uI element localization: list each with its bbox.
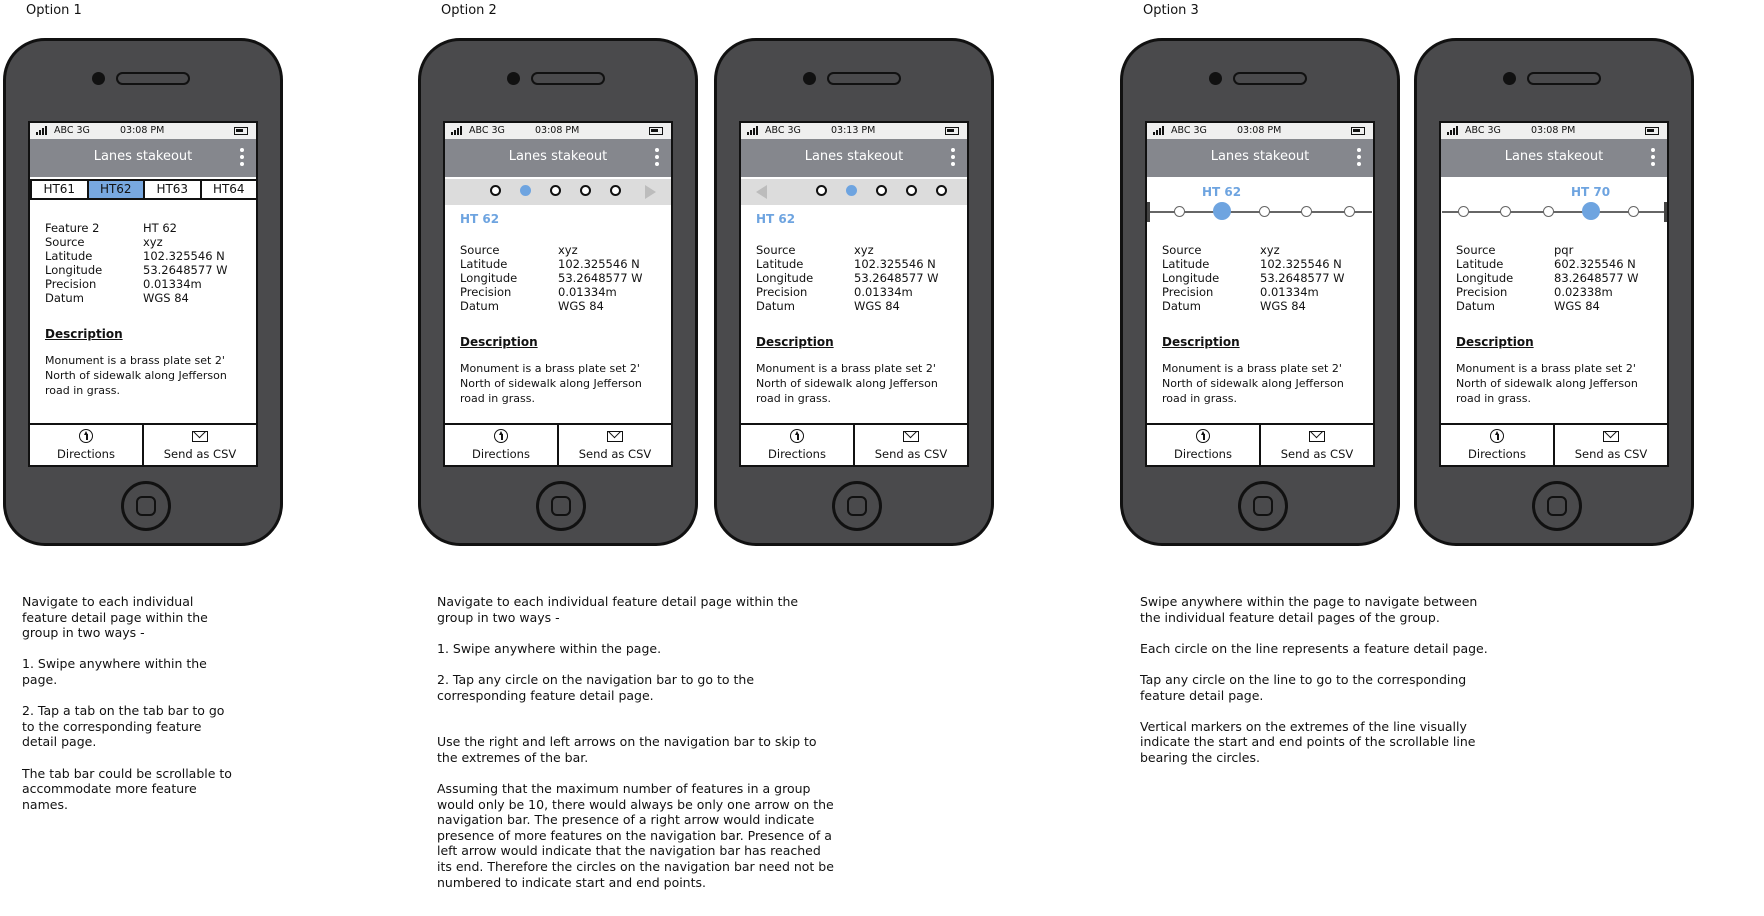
detail-key: Longitude: [460, 271, 518, 285]
detail-row: [45, 249, 251, 263]
mail-icon: [1603, 431, 1619, 442]
note-paragraph: The tab bar could be scrollable to accommodate more feature names.: [22, 765, 232, 812]
signal-icon: [1447, 126, 1458, 135]
mail-icon: [1309, 431, 1325, 442]
timeline-circle[interactable]: [1259, 206, 1270, 217]
navigation-bar: [741, 179, 967, 205]
option-3-notes: [1140, 594, 1495, 781]
status-time: 03:08 PM: [1237, 125, 1282, 136]
app-title: Lanes stakeout: [93, 149, 193, 164]
timeline-circle[interactable]: [1458, 206, 1469, 217]
signal-icon: [36, 126, 47, 135]
detail-row: [460, 257, 666, 271]
battery-icon: [1645, 127, 1659, 135]
phone-screen: [443, 121, 673, 467]
home-button: [1532, 481, 1582, 531]
detail-row: [1162, 299, 1368, 313]
nav-circle[interactable]: [610, 185, 621, 196]
end-marker: [1664, 202, 1667, 222]
overflow-menu-icon[interactable]: [240, 148, 244, 166]
carrier-label: ABC 3G: [54, 125, 90, 136]
detail-key: Precision: [460, 285, 512, 299]
send-csv-button[interactable]: [1553, 425, 1667, 465]
detail-value: 0.01334m: [854, 285, 913, 299]
timeline-circle[interactable]: [1543, 206, 1554, 217]
detail-value: 0.02338m: [1554, 285, 1613, 299]
detail-row: [460, 285, 666, 299]
mail-icon: [192, 431, 208, 442]
overflow-menu-icon[interactable]: [1357, 148, 1361, 166]
send-csv-button[interactable]: [853, 425, 967, 465]
phone-option-2-b: [714, 38, 994, 546]
mail-icon: [607, 431, 623, 442]
detail-row: [460, 243, 666, 257]
status-time: 03:13 PM: [831, 125, 876, 136]
action-bar: [741, 423, 967, 465]
phone-screen: [739, 121, 969, 467]
detail-key: Source: [45, 235, 85, 249]
carrier-label: ABC 3G: [765, 125, 801, 136]
timeline-circle[interactable]: [1174, 206, 1185, 217]
detail-key: Longitude: [1162, 271, 1220, 285]
timeline-circle[interactable]: [1213, 202, 1231, 220]
directions-label: Directions: [1174, 447, 1232, 461]
detail-row: [756, 271, 962, 285]
detail-key: Longitude: [1456, 271, 1514, 285]
feature-tab-bar: [30, 179, 256, 200]
overflow-menu-icon[interactable]: [1651, 148, 1655, 166]
description-text: Monument is a brass plate set 2' North of sidewalk along Jefferson road in grass.: [756, 362, 938, 405]
phone-screen: [1439, 121, 1669, 467]
detail-key: Precision: [756, 285, 808, 299]
detail-key: Latitude: [460, 257, 508, 271]
speaker-slot: [1233, 72, 1307, 85]
nav-circle[interactable]: [490, 185, 501, 196]
detail-row: [45, 277, 251, 291]
status-time: 03:08 PM: [120, 125, 165, 136]
speaker-slot: [116, 72, 190, 85]
detail-value: 0.01334m: [1260, 285, 1319, 299]
detail-value: 53.2648577 W: [558, 271, 643, 285]
detail-key: Source: [1162, 243, 1202, 257]
detail-value: 83.2648577 W: [1554, 271, 1639, 285]
note-paragraph: Vertical markers on the extremes of the line visually indicate the start and end points of the scrollable line bearing the circles.: [1140, 718, 1476, 765]
nav-circle[interactable]: [520, 185, 531, 196]
start-marker: [1147, 202, 1150, 222]
detail-key: Precision: [1456, 285, 1508, 299]
detail-row: [45, 291, 251, 305]
directions-button[interactable]: [1441, 425, 1553, 465]
send-csv-button[interactable]: [557, 425, 671, 465]
note-paragraph: 2. Tap any circle on the navigation bar to go to the corresponding feature detail page.: [437, 671, 755, 703]
speaker-slot: [827, 72, 901, 85]
detail-value: 53.2648577 W: [854, 271, 939, 285]
detail-row: [1456, 299, 1662, 313]
tab-ht61[interactable]: HT61: [30, 179, 89, 200]
detail-row: [1456, 257, 1662, 271]
detail-value: 0.01334m: [143, 277, 202, 291]
tab-ht62[interactable]: HT62: [87, 179, 146, 200]
app-title: Lanes stakeout: [804, 149, 904, 164]
note-paragraph: Tap any circle on the line to go to the corresponding feature detail page.: [1140, 671, 1467, 703]
detail-value: xyz: [143, 235, 163, 249]
description-title: Description: [1456, 335, 1534, 349]
camera-dot: [1503, 72, 1516, 85]
detail-value: 102.325546 N: [558, 257, 640, 271]
phone-option-1: [3, 38, 283, 546]
detail-key: Datum: [1162, 299, 1201, 313]
feature-details: [756, 243, 962, 313]
feature-heading: HT 62: [1201, 185, 1242, 199]
phone-option-3-b: [1414, 38, 1694, 546]
left-arrow-icon[interactable]: [756, 185, 767, 199]
carrier-label: ABC 3G: [1171, 125, 1207, 136]
directions-icon: [494, 429, 508, 443]
detail-key: Datum: [756, 299, 795, 313]
nav-circle[interactable]: [580, 185, 591, 196]
description-text: Monument is a brass plate set 2' North of sidewalk along Jefferson road in grass.: [1162, 362, 1344, 405]
battery-icon: [945, 127, 959, 135]
detail-key: Longitude: [45, 263, 103, 277]
phone-screen: [1145, 121, 1375, 467]
detail-row: [1162, 271, 1368, 285]
detail-row: [45, 263, 251, 277]
option-1-notes: [22, 594, 240, 828]
nav-circle[interactable]: [550, 185, 561, 196]
description-title: Description: [45, 327, 123, 341]
feature-details: [1162, 243, 1368, 313]
note-paragraph: Navigate to each individual feature detail page within the group in two ways -: [437, 594, 799, 625]
camera-dot: [507, 72, 520, 85]
detail-value: 53.2648577 W: [1260, 271, 1345, 285]
feature-details: [1456, 243, 1662, 313]
camera-dot: [803, 72, 816, 85]
detail-value: WGS 84: [558, 299, 604, 313]
option-1-label: Option 1: [26, 3, 82, 18]
detail-value: 53.2648577 W: [143, 263, 228, 277]
detail-key: Precision: [45, 277, 97, 291]
phone-option-3-a: [1120, 38, 1400, 546]
detail-key: Datum: [1456, 299, 1495, 313]
directions-icon: [790, 429, 804, 443]
status-bar: [741, 123, 967, 139]
directions-button[interactable]: [30, 425, 142, 465]
action-bar: [1147, 423, 1373, 465]
signal-icon: [451, 126, 462, 135]
timeline-circle[interactable]: [1500, 206, 1511, 217]
carrier-label: ABC 3G: [1465, 125, 1501, 136]
app-title: Lanes stakeout: [1504, 149, 1604, 164]
speaker-slot: [1527, 72, 1601, 85]
feature-heading: HT 70: [1570, 185, 1611, 199]
feature-details: [460, 243, 666, 313]
detail-key: Source: [460, 243, 500, 257]
description-text: Monument is a brass plate set 2' North of sidewalk along Jefferson road in grass.: [45, 354, 227, 397]
detail-value: 0.01334m: [558, 285, 617, 299]
phone-option-2-a: [418, 38, 698, 546]
signal-icon: [1153, 126, 1164, 135]
timeline-bar: [1147, 179, 1373, 227]
directions-label: Directions: [1468, 447, 1526, 461]
camera-dot: [92, 72, 105, 85]
nav-circle[interactable]: [876, 185, 887, 196]
directions-button[interactable]: [445, 425, 557, 465]
detail-key: Latitude: [45, 249, 93, 263]
camera-dot: [1209, 72, 1222, 85]
send-csv-label: Send as CSV: [1574, 447, 1648, 461]
detail-key: Precision: [1162, 285, 1214, 299]
detail-row: [756, 243, 962, 257]
status-time: 03:08 PM: [1531, 125, 1576, 136]
detail-value: xyz: [558, 243, 578, 257]
detail-value: WGS 84: [1554, 299, 1600, 313]
mail-icon: [903, 431, 919, 442]
note-paragraph: 1. Swipe anywhere within the page.: [437, 640, 662, 656]
note-paragraph: Swipe anywhere within the page to navigate between the individual feature detail pages of the group.: [1140, 594, 1478, 625]
detail-value: HT 62: [143, 221, 177, 235]
detail-key: Datum: [460, 299, 499, 313]
detail-value: WGS 84: [143, 291, 189, 305]
tab-ht63[interactable]: HT63: [143, 179, 202, 200]
action-bar: [30, 423, 256, 465]
app-bar: [741, 139, 967, 177]
option-3-label: Option 3: [1143, 3, 1199, 18]
phone-screen: [28, 121, 258, 467]
home-button: [121, 481, 171, 531]
nav-circle[interactable]: [816, 185, 827, 196]
detail-row: [45, 235, 251, 249]
option-2-label: Option 2: [441, 3, 497, 18]
detail-row: [756, 285, 962, 299]
app-bar: [445, 139, 671, 177]
status-bar: [1147, 123, 1373, 139]
navigation-bar: [445, 179, 671, 205]
note-paragraph: 1. Swipe anywhere within the page.: [22, 656, 207, 687]
nav-circle[interactable]: [906, 185, 917, 196]
detail-key: Source: [756, 243, 796, 257]
directions-label: Directions: [57, 447, 115, 461]
detail-value: xyz: [854, 243, 874, 257]
detail-key: Latitude: [1162, 257, 1210, 271]
detail-row: [756, 299, 962, 313]
detail-row: [1162, 285, 1368, 299]
nav-circle[interactable]: [846, 185, 857, 196]
detail-value: xyz: [1260, 243, 1280, 257]
nav-circle[interactable]: [936, 185, 947, 196]
detail-key: Datum: [45, 291, 84, 305]
signal-icon: [747, 126, 758, 135]
detail-value: 602.325546 N: [1554, 257, 1636, 271]
description-title: Description: [460, 335, 538, 349]
battery-icon: [234, 127, 248, 135]
detail-value: 102.325546 N: [854, 257, 936, 271]
feature-heading: HT 62: [460, 212, 500, 226]
detail-row: [460, 271, 666, 285]
directions-label: Directions: [472, 447, 530, 461]
detail-row: [45, 221, 251, 235]
app-bar: [1441, 139, 1667, 177]
overflow-menu-icon[interactable]: [951, 148, 955, 166]
feature-details: [45, 221, 251, 305]
detail-row: [460, 299, 666, 313]
detail-row: [1162, 257, 1368, 271]
timeline-bar: [1441, 179, 1667, 227]
app-title: Lanes stakeout: [508, 149, 608, 164]
timeline-circle[interactable]: [1582, 202, 1600, 220]
option-2-notes: [437, 594, 837, 906]
directions-icon: [1490, 429, 1504, 443]
directions-button[interactable]: [741, 425, 853, 465]
carrier-label: ABC 3G: [469, 125, 505, 136]
detail-value: WGS 84: [854, 299, 900, 313]
directions-icon: [79, 429, 93, 443]
status-time: 03:08 PM: [535, 125, 580, 136]
note-paragraph: Assuming that the maximum number of features in a group would only be 10, there would always be only one arrow on the navigation bar. The presence of a right arrow would indicate presence of more features on the navigation bar. Presence of a left arrow would indicate that the navigation bar has reached its end. Therefore the circles on the navigation bar need not be numbered to indicate start and end points.: [437, 780, 834, 890]
detail-key: Feature 2: [45, 221, 100, 235]
battery-icon: [649, 127, 663, 135]
send-csv-label: Send as CSV: [1280, 447, 1354, 461]
home-button: [536, 481, 586, 531]
action-bar: [1441, 423, 1667, 465]
app-bar: [30, 139, 256, 177]
note-paragraph: Each circle on the line represents a feature detail page.: [1140, 640, 1488, 656]
detail-row: [1456, 243, 1662, 257]
feature-heading: HT 62: [756, 212, 796, 226]
detail-key: Latitude: [1456, 257, 1504, 271]
timeline-circle[interactable]: [1344, 206, 1355, 217]
send-csv-button[interactable]: [1259, 425, 1373, 465]
directions-icon: [1196, 429, 1210, 443]
detail-row: [756, 257, 962, 271]
app-title: Lanes stakeout: [1210, 149, 1310, 164]
send-csv-label: Send as CSV: [874, 447, 948, 461]
directions-label: Directions: [768, 447, 826, 461]
action-bar: [445, 423, 671, 465]
note-paragraph: Navigate to each individual feature detail page within the group in two ways -: [22, 594, 208, 641]
timeline-circle[interactable]: [1628, 206, 1639, 217]
detail-value: 102.325546 N: [1260, 257, 1342, 271]
description-text: Monument is a brass plate set 2' North of sidewalk along Jefferson road in grass.: [1456, 362, 1638, 405]
app-bar: [1147, 139, 1373, 177]
detail-key: Source: [1456, 243, 1496, 257]
description-text: Monument is a brass plate set 2' North of sidewalk along Jefferson road in grass.: [460, 362, 642, 405]
send-csv-button[interactable]: [142, 425, 256, 465]
speaker-slot: [531, 72, 605, 85]
send-csv-label: Send as CSV: [163, 447, 237, 461]
tab-ht64[interactable]: HT64: [200, 179, 259, 200]
detail-row: [1162, 243, 1368, 257]
overflow-menu-icon[interactable]: [655, 148, 659, 166]
note-paragraph: Use the right and left arrows on the navigation bar to skip to the extremes of the bar.: [437, 734, 817, 765]
battery-icon: [1351, 127, 1365, 135]
timeline-circle[interactable]: [1301, 206, 1312, 217]
status-bar: [445, 123, 671, 139]
status-bar: [1441, 123, 1667, 139]
detail-row: [1456, 271, 1662, 285]
send-csv-label: Send as CSV: [578, 447, 652, 461]
detail-row: [1456, 285, 1662, 299]
home-button: [832, 481, 882, 531]
detail-key: Latitude: [756, 257, 804, 271]
status-bar: [30, 123, 256, 139]
detail-value: WGS 84: [1260, 299, 1306, 313]
right-arrow-icon[interactable]: [645, 185, 656, 199]
detail-value: pqr: [1554, 243, 1574, 257]
description-title: Description: [1162, 335, 1240, 349]
detail-value: 102.325546 N: [143, 249, 225, 263]
directions-button[interactable]: [1147, 425, 1259, 465]
note-paragraph: 2. Tap a tab on the tab bar to go to the corresponding feature detail page.: [22, 703, 225, 750]
home-button: [1238, 481, 1288, 531]
description-title: Description: [756, 335, 834, 349]
detail-key: Longitude: [756, 271, 814, 285]
